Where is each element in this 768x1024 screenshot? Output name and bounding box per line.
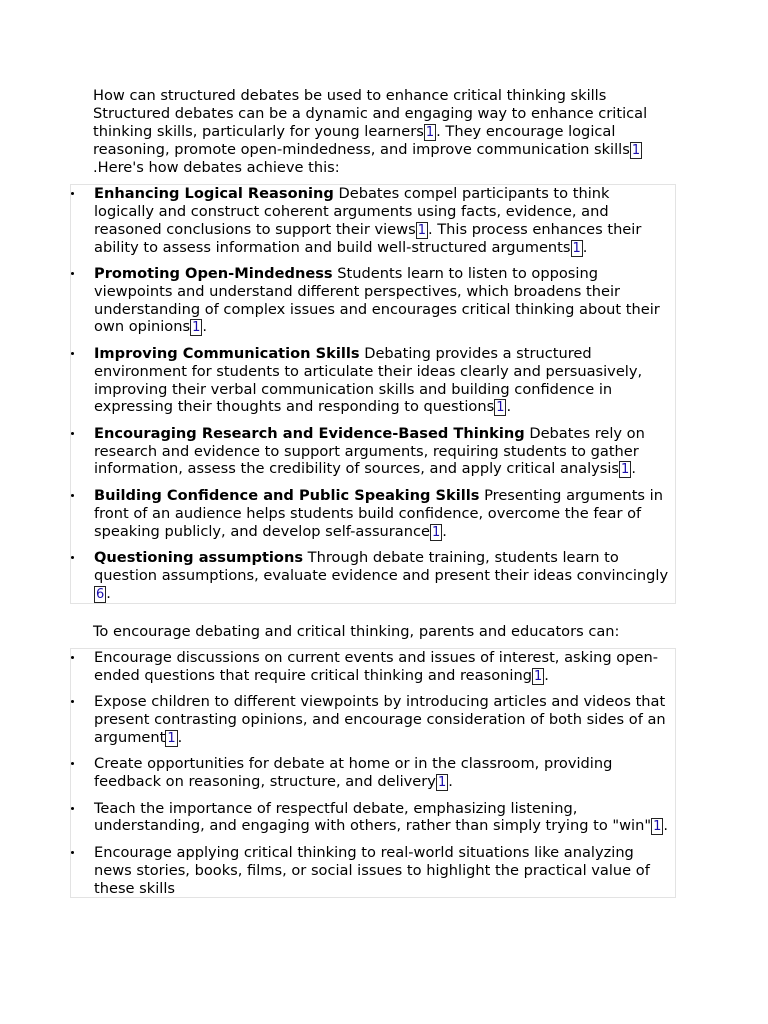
list-item <box>71 800 675 836</box>
bullet-icon <box>71 556 74 559</box>
item-tail: . <box>202 318 208 336</box>
bullet-icon <box>71 352 74 355</box>
tips-list <box>70 648 676 898</box>
intro-text-a: Structured debates can be a dynamic and engaging way to enhance critical thinking skills, particularly for young learners <box>93 104 648 140</box>
item-title: Enhancing Logical Reasoning <box>94 185 334 202</box>
item-text: Encourage discussions on current events and issues of interest, asking open-ended questions that require critical thinking and reasoning <box>94 649 658 684</box>
item-tail: . <box>106 584 111 602</box>
item-title: Promoting Open-Mindedness <box>94 265 333 283</box>
bullet-icon <box>71 656 74 659</box>
intro-text-c: .Here's how debates achieve this: <box>93 158 340 176</box>
item-text: Debating provides a structured environment for students to articulate their ideas clearly and persuasively, improving their verbal communication skills and building confidence in expressing their thoughts and responding to questions <box>94 344 643 416</box>
citation-link[interactable]: 1 <box>653 819 662 835</box>
item-title: Questioning assumptions <box>94 549 304 567</box>
item-text: Create opportunities for debate at home or in the classroom, providing feedback on reasoning, structure, and delivery <box>94 755 613 791</box>
item-text: Encourage applying critical thinking to real-world situations like analyzing news stories, books, films, or social issues to highlight the practical value of these skills <box>94 843 650 897</box>
bullet-icon <box>71 432 74 435</box>
item-text: Expose children to different viewpoints by introducing articles and videos that present contrasting opinions, and encourage consideration of both sides of an argument <box>94 693 666 746</box>
item-tail: . <box>582 238 588 256</box>
list-item <box>71 345 675 416</box>
citation-link[interactable]: 6 <box>96 586 105 602</box>
list-item <box>71 265 675 336</box>
bullet-icon <box>71 494 74 497</box>
bullet-icon <box>71 851 74 854</box>
bullet-icon <box>71 700 74 703</box>
list-item <box>71 425 675 479</box>
benefits-list <box>70 184 676 604</box>
item-text: Teach the importance of respectful debate, emphasizing listening, understanding, and engaging with others, rather than simply trying to "win" <box>94 799 652 835</box>
list-item <box>71 487 675 541</box>
list-item <box>71 649 675 685</box>
item-text: . This process enhances their ability to assess information and build well-structured arguments <box>94 220 642 256</box>
bullet-icon <box>71 272 74 275</box>
item-tail: . <box>442 522 447 540</box>
intro-text-b: . They encourage logical reasoning, promote open-mindedness, and improve communication skills <box>93 122 630 158</box>
citation-link[interactable]: 1 <box>572 240 581 256</box>
item-title: Improving Communication Skills <box>94 344 360 362</box>
citation-link[interactable]: 1 <box>621 462 630 478</box>
list-item <box>71 693 675 747</box>
item-tail: . <box>544 666 549 684</box>
citation-link[interactable]: 1 <box>533 668 543 684</box>
item-tail: . <box>631 460 636 478</box>
item-text: Debates compel participants to think logically and construct coherent arguments using facts, evidence, and reasoned conclusions to support their views <box>94 185 610 238</box>
item-text: Through debate training, students learn to question assumptions, evaluate evidence and present their ideas convincingly <box>94 549 669 584</box>
citation-link[interactable]: 1 <box>167 730 176 746</box>
middle-paragraph: To encourage debating and critical thinking, parents and educators can: <box>93 623 620 640</box>
citation-link[interactable]: 1 <box>432 524 441 540</box>
item-tail: . <box>448 773 453 791</box>
list-item <box>71 844 675 897</box>
intro-body <box>93 105 683 177</box>
list-item <box>71 549 675 603</box>
citation-link[interactable]: 1 <box>496 400 505 416</box>
citation-link[interactable]: 1 <box>425 124 435 140</box>
list-item <box>71 185 675 257</box>
item-title: Building Confidence and Public Speaking Skills <box>94 486 480 504</box>
list-item <box>71 755 675 791</box>
item-text: Students learn to listen to opposing viewpoints and understand different perspectives, which broadens their understanding of complex issues and encourages critical thinking about their own opinions <box>94 265 660 336</box>
item-title: Encouraging Research and Evidence-Based Thinking <box>94 424 525 442</box>
citation-link[interactable]: 1 <box>631 142 641 158</box>
item-tail: . <box>663 817 668 835</box>
intro-question: How can structured debates be used to enhance critical thinking skills <box>93 87 607 104</box>
citation-link[interactable]: 1 <box>417 222 426 238</box>
item-text: Presenting arguments in front of an audience helps students build confidence, overcome the fear of speaking publicly, and develop self-assurance <box>94 486 663 540</box>
bullet-icon <box>71 192 74 195</box>
item-tail: . <box>177 728 183 746</box>
bullet-icon <box>71 807 74 810</box>
item-text: Debates rely on research and evidence to support arguments, requiring students to gather information, assess the credibility of sources, and apply critical analysis <box>94 424 645 478</box>
bullet-icon <box>71 762 74 765</box>
intro-paragraph <box>93 87 683 176</box>
citation-link[interactable]: 1 <box>192 320 201 336</box>
item-tail: . <box>506 398 512 416</box>
citation-link[interactable]: 1 <box>437 775 447 791</box>
